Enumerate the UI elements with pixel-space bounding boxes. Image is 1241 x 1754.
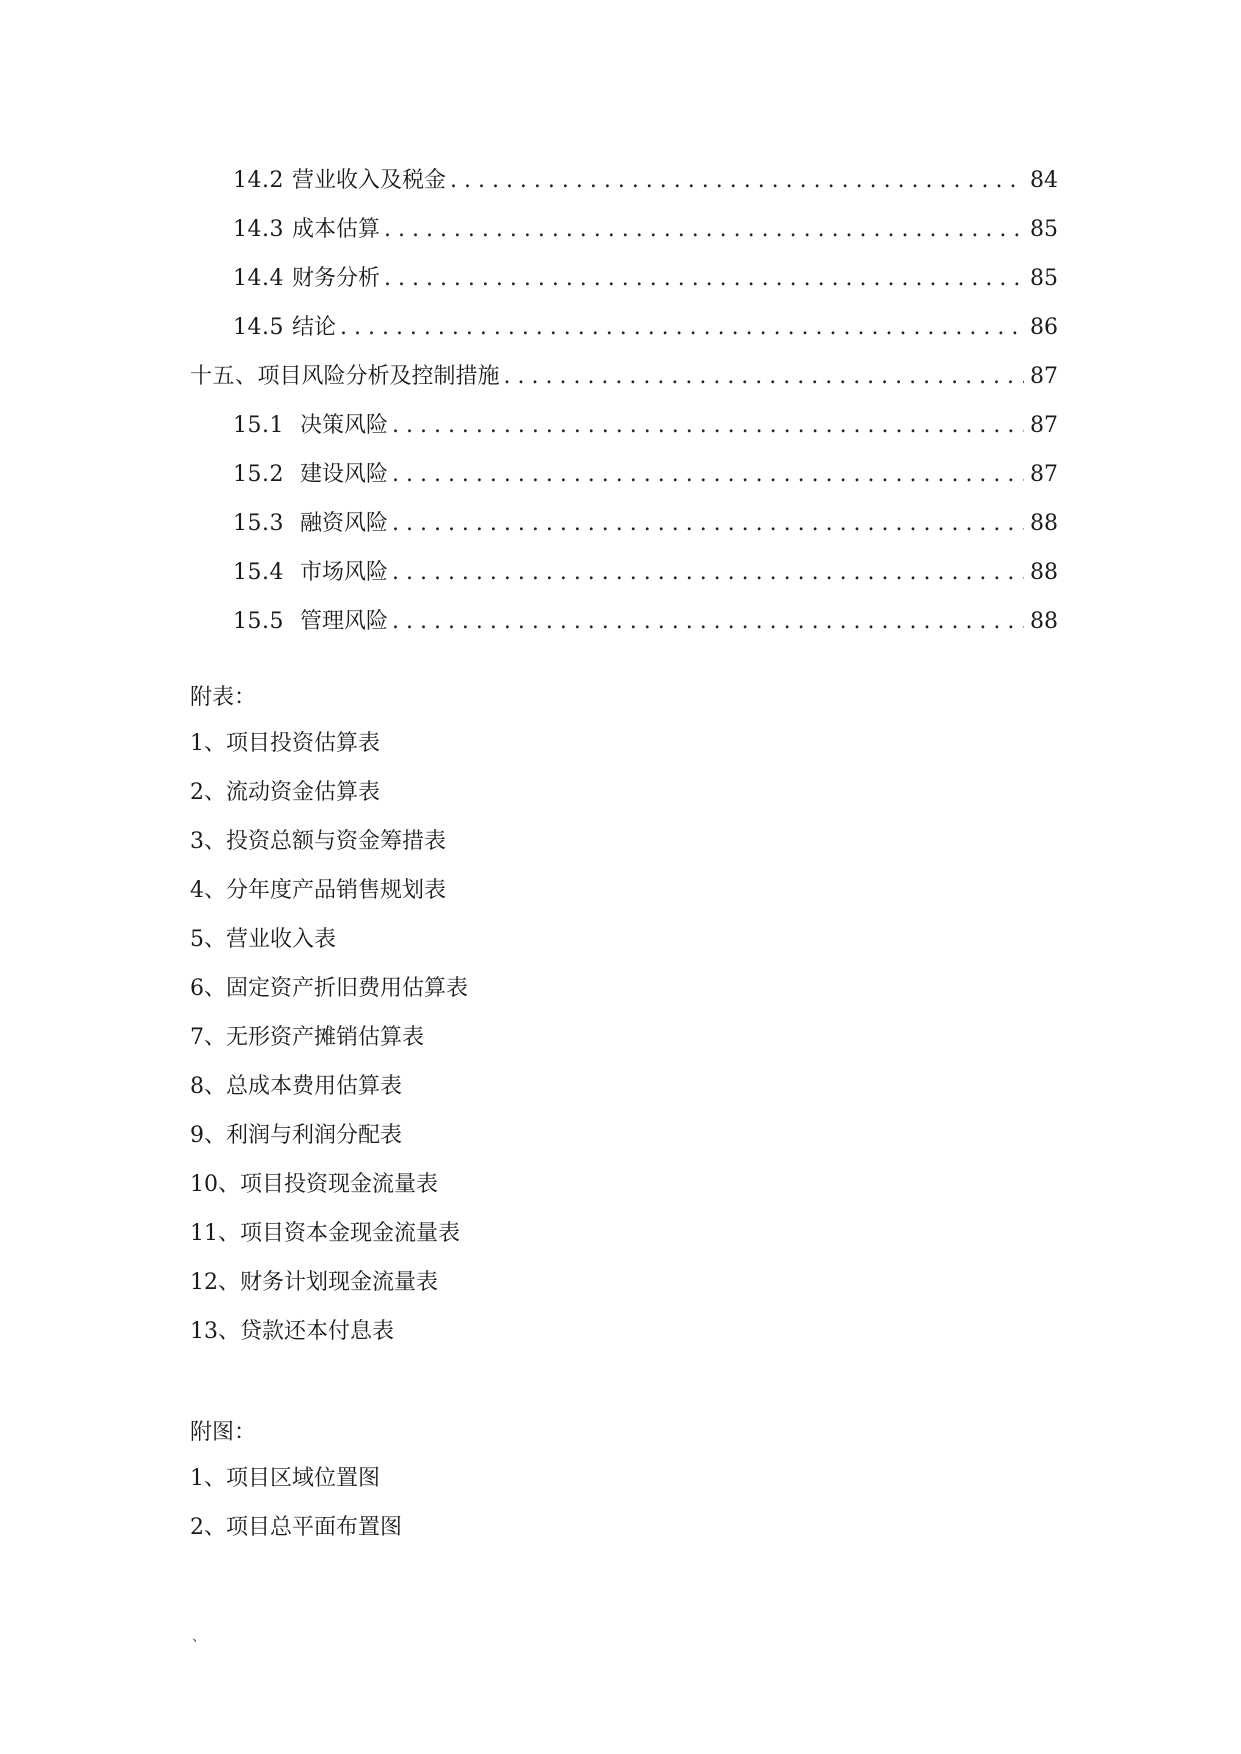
toc-entry[interactable] <box>190 156 1058 205</box>
list-item: 9、利润与利润分配表 <box>190 1123 402 1148</box>
toc-entry-title: 结论 <box>291 315 336 340</box>
table-of-contents <box>190 156 1058 646</box>
toc-dot-leader <box>392 499 1024 548</box>
toc-dot-leader <box>384 254 1024 303</box>
toc-entry-page: 86 <box>1030 315 1058 340</box>
toc-entry-page: 88 <box>1030 511 1058 536</box>
list-item: 4、分年度产品销售规划表 <box>190 878 446 903</box>
toc-entry[interactable] <box>190 401 1058 450</box>
toc-dot-leader <box>392 450 1024 499</box>
toc-entry-title: 成本估算 <box>291 217 380 242</box>
toc-dot-leader <box>450 156 1024 205</box>
toc-dot-leader <box>392 548 1024 597</box>
list-item: 10、项目投资现金流量表 <box>190 1172 438 1197</box>
appendix-tables-heading: 附表： <box>190 685 257 710</box>
toc-entry-title: 建设风险 <box>299 462 388 487</box>
list-item: 12、财务计划现金流量表 <box>190 1270 438 1295</box>
toc-entry[interactable] <box>190 450 1058 499</box>
toc-entry-title: 融资风险 <box>299 511 388 536</box>
toc-entry-page: 87 <box>1030 462 1058 487</box>
toc-entry-page: 84 <box>1030 168 1058 193</box>
toc-entry[interactable] <box>190 254 1058 303</box>
toc-entry[interactable] <box>190 548 1058 597</box>
toc-entry-number: 15.5 <box>233 609 284 634</box>
toc-entry-number: 15.1 <box>233 413 284 438</box>
appendix-tables-list <box>190 719 468 1356</box>
list-item: 6、固定资产折旧费用估算表 <box>190 976 468 1001</box>
toc-entry-title: 决策风险 <box>299 413 388 438</box>
toc-entry-page: 85 <box>1030 217 1058 242</box>
toc-entry-number: 14.5 <box>233 315 284 340</box>
toc-entry-number: 14.4 <box>233 266 284 291</box>
toc-entry[interactable] <box>190 597 1058 646</box>
toc-entry-title: 营业收入及税金 <box>291 168 446 193</box>
toc-entry-page: 85 <box>1030 266 1058 291</box>
toc-entry-title: 市场风险 <box>299 560 388 585</box>
appendix-figures-heading: 附图： <box>190 1420 257 1445</box>
toc-dot-leader <box>392 597 1024 646</box>
toc-entry-number: 十五、 <box>190 364 258 389</box>
toc-dot-leader <box>340 303 1024 352</box>
toc-chapter-entry[interactable] <box>190 352 1058 401</box>
list-item: 1、项目投资估算表 <box>190 731 380 756</box>
list-item: 1、项目区域位置图 <box>190 1466 380 1491</box>
toc-dot-leader <box>504 352 1024 401</box>
list-item: 2、流动资金估算表 <box>190 780 380 805</box>
toc-dot-leader <box>392 401 1024 450</box>
list-item: 13、贷款还本付息表 <box>190 1319 394 1344</box>
list-item: 3、投资总额与资金筹措表 <box>190 829 446 854</box>
list-item: 2、项目总平面布置图 <box>190 1515 402 1540</box>
toc-entry-number: 14.3 <box>233 217 284 242</box>
toc-entry-page: 87 <box>1030 413 1058 438</box>
toc-entry-number: 15.3 <box>233 511 284 536</box>
toc-entry-number: 15.2 <box>233 462 284 487</box>
toc-entry-page: 87 <box>1030 364 1058 389</box>
toc-entry-page: 88 <box>1030 560 1058 585</box>
stray-mark: 、 <box>192 1629 206 1645</box>
list-item: 5、营业收入表 <box>190 927 336 952</box>
toc-entry-number: 15.4 <box>233 560 284 585</box>
toc-entry[interactable] <box>190 205 1058 254</box>
list-item: 7、无形资产摊销估算表 <box>190 1025 424 1050</box>
toc-entry[interactable] <box>190 303 1058 352</box>
list-item: 11、项目资本金现金流量表 <box>190 1221 460 1246</box>
toc-entry-title: 财务分析 <box>291 266 380 291</box>
toc-entry-title: 项目风险分析及控制措施 <box>257 364 500 389</box>
toc-entry-title: 管理风险 <box>299 609 388 634</box>
toc-entry-page: 88 <box>1030 609 1058 634</box>
toc-dot-leader <box>384 205 1024 254</box>
appendix-figures-list <box>190 1454 402 1552</box>
toc-entry[interactable] <box>190 499 1058 548</box>
list-item: 8、总成本费用估算表 <box>190 1074 402 1099</box>
toc-entry-number: 14.2 <box>233 168 284 193</box>
